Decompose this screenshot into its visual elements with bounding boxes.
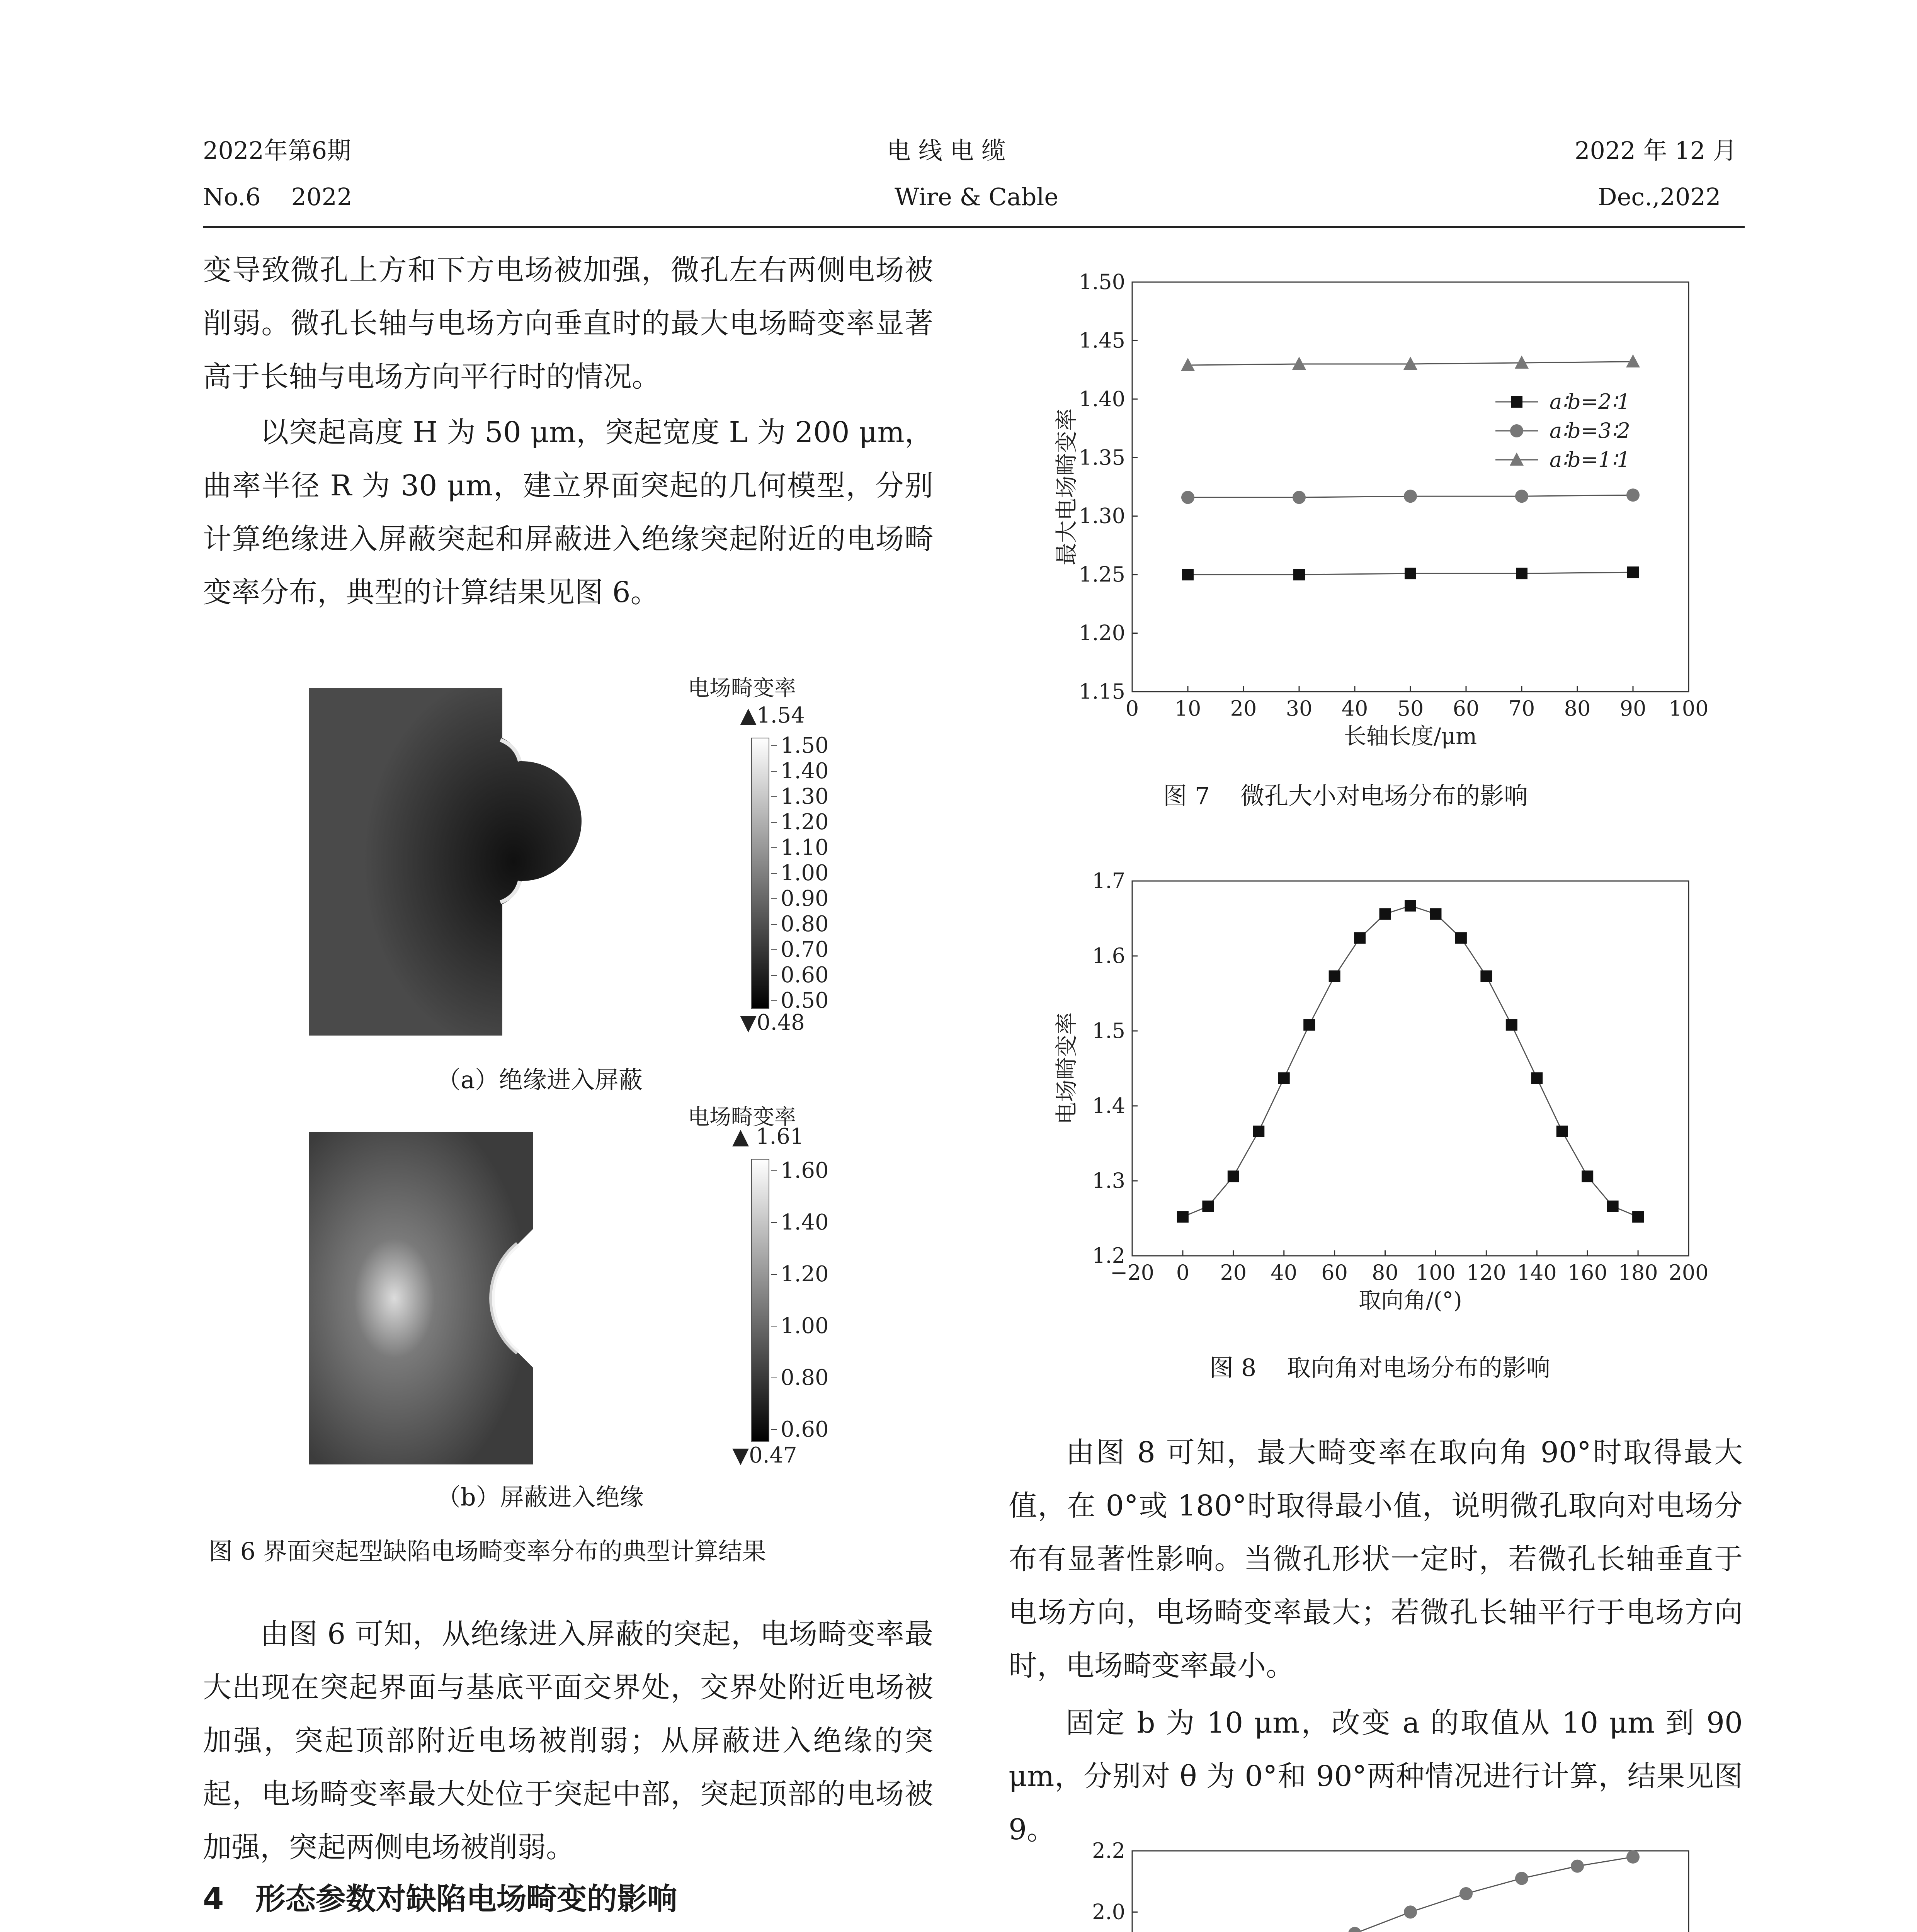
legend-entry-0 [1495,389,1630,414]
data-point [1607,1201,1619,1212]
y-tick-label: 1.45 [1078,328,1125,353]
data-point [1228,1170,1239,1182]
header-issue-en: No.6 2022 [203,183,352,211]
fig6a-max-label: ▲1.54 [740,703,805,728]
data-point [1430,908,1441,920]
fig6a-legend-title: 电场畸变率 [688,676,796,701]
fig6b-colorbar [752,1159,769,1441]
y-axis-label: 最大电场畸变率 [1053,408,1080,566]
legend-marker [1510,452,1524,466]
y-tick-label: 1.35 [1078,445,1125,470]
colorbar-tick-label: 0.50 [781,988,829,1013]
x-tick-label: 0 [1176,1260,1190,1285]
data-point [1354,932,1366,944]
data-point [1515,355,1529,369]
data-point [1627,566,1639,578]
figure-6-caption: 图 6 界面突起型缺陷电场畸变率分布的典型计算结果 [209,1537,766,1565]
fig6a-colorbar [752,738,769,1009]
figure-7-chart [1016,267,1743,777]
x-axis-label: 取向角/(°) [1359,1287,1462,1313]
data-point [1626,488,1640,502]
x-tick-label: 70 [1508,696,1535,721]
x-tick-label: 80 [1564,696,1591,721]
fig6b-legend-title: 电场畸变率 [688,1105,796,1130]
colorbar-tick-label: 1.50 [781,733,829,758]
colorbar-tick-label: 1.20 [781,1262,829,1287]
series-1 [1181,1850,1640,1932]
data-point [1292,357,1306,370]
series-2 [1181,354,1640,371]
plot-frame [1132,282,1689,692]
y-tick-label: 1.2 [1092,1243,1125,1268]
data-point [1571,1860,1584,1873]
x-tick-label: 90 [1619,696,1647,721]
colorbar-tick-label: 1.10 [781,835,829,860]
x-tick-label: 140 [1517,1260,1557,1285]
colorbar-tick-label: 1.40 [781,1210,829,1235]
y-tick-label: 1.4 [1092,1094,1125,1118]
data-point [1515,1872,1528,1885]
figure-6b-caption: （b）屏蔽进入绝缘 [437,1483,644,1511]
x-tick-label: 20 [1220,1260,1247,1285]
colorbar-tick-label: 1.00 [781,861,829,886]
x-tick-label: 120 [1466,1260,1506,1285]
paragraph-3: 由图 6 可知，从绝缘进入屏蔽的突起，电场畸变率最大出现在突起界面与基底平面交界处，交界处附近电场被加强，突起顶部附近电场被削弱；从屏蔽进入绝缘的突起，电场畸变率最大处位于突起中部，突起顶部的电场被加强，突起两侧电场被削弱。 [203,1617,933,1864]
legend-marker [1511,396,1522,408]
figure-9-chart [1016,1835,1743,1932]
paragraph-7: 由图 8 可知，最大畸变率在取向角 90°时取得最大值，在 0°或 180°时取得最小值，说明微孔取向对电场分布有显著性影响。当微孔形状一定时，若微孔长轴垂直于电场方向，电场畸变率最大；若微孔长轴平行于电场方向时，电场畸变率最小。 [1009,1436,1743,1682]
fig6b-field-map [309,1132,533,1464]
legend-label: a∶b=3∶2 [1550,418,1630,443]
y-tick-label: 1.30 [1078,503,1125,528]
paragraph-2: 以突起高度 H 为 50 μm，突起宽度 L 为 200 μm，曲率半径 R 为 30 μm，建立界面突起的几何模型，分别计算绝缘进入屏蔽突起和屏蔽进入绝缘突起附近的电场畸变率分布，典型的计算结果见图 6。 [203,416,933,609]
data-point [1404,1905,1417,1918]
header-issue-cn: 2022年第6期 [203,136,351,165]
paragraph-1: 变导致微孔上方和下方电场被加强，微孔左右两侧电场被削弱。微孔长轴与电场方向垂直时的最大电场畸变率显著高于长轴与电场方向平行时的情况。 [203,253,933,393]
figure-8-chart [1016,866,1743,1337]
figure-8-caption: 图 8 取向角对电场分布的影响 [1209,1354,1550,1382]
x-tick-label: −20 [1110,1260,1154,1285]
x-tick-label: 20 [1230,696,1257,721]
legend-entry-1 [1495,418,1630,443]
paragraph-8: 固定 b 为 10 μm，改变 a 的取值从 10 μm 到 90 μm，分别对 θ 为 0°和 90°两种情况进行计算，结果见图 9。 [1009,1706,1743,1846]
data-point [1531,1072,1543,1084]
y-tick-label: 1.40 [1078,386,1125,411]
colorbar-tick-label: 0.60 [781,1417,829,1442]
data-point [1278,1072,1290,1084]
data-point [1379,908,1391,920]
colorbar-tick-label: 0.60 [781,963,829,988]
fig6b-max-label: ▲ 1.61 [732,1124,804,1149]
data-point [1253,1126,1264,1137]
colorbar-tick-label: 0.70 [781,937,829,962]
data-point [1582,1170,1593,1182]
y-tick-label: 2.2 [1092,1838,1125,1863]
data-point [1405,568,1416,579]
data-point [1329,970,1340,982]
data-point [1303,1019,1315,1031]
header-date-cn: 2022 年 12 月 [1575,136,1737,165]
series-line [1183,906,1638,1217]
data-point [1480,970,1492,982]
legend-marker [1510,424,1523,437]
x-tick-label: 80 [1372,1260,1398,1285]
series-0 [1182,566,1639,580]
y-tick-label: 1.20 [1078,621,1125,645]
header-journal-cn: 电 线 电 缆 [887,136,1006,165]
y-tick-label: 1.50 [1078,270,1125,294]
fig6a-field-map [309,688,582,1036]
y-tick-label: 1.15 [1078,679,1125,704]
data-point [1202,1201,1214,1212]
data-point [1459,1887,1473,1900]
fig6b-colorbar-ticks [771,1158,829,1442]
data-point [1632,1211,1644,1223]
data-point [1626,354,1640,367]
colorbar-tick-label: 0.80 [781,1365,829,1390]
data-point [1181,358,1195,371]
colorbar-tick-label: 1.00 [781,1313,829,1338]
figure-6a-caption: （a）绝缘进入屏蔽 [437,1066,643,1094]
y-tick-label: 1.25 [1078,562,1125,587]
colorbar-tick-label: 0.90 [781,886,829,911]
data-point [1405,900,1416,912]
plot-frame [1132,881,1689,1256]
x-tick-label: 160 [1567,1260,1607,1285]
colorbar-tick-label: 1.20 [781,810,829,835]
data-point [1404,490,1417,503]
x-tick-label: 200 [1669,1260,1709,1285]
y-tick-label: 1.5 [1092,1019,1125,1043]
plot-frame [1132,1851,1689,1932]
colorbar-tick-label: 0.80 [781,912,829,937]
data-point [1293,569,1305,580]
x-tick-label: 10 [1174,696,1201,721]
figure-6b [301,1105,904,1476]
x-tick-label: 100 [1415,1260,1456,1285]
x-tick-label: 40 [1271,1260,1298,1285]
figure-7-caption: 图 7 微孔大小对电场分布的影响 [1163,782,1528,810]
series-1 [1181,488,1640,504]
y-tick-label: 1.7 [1092,869,1125,893]
data-point [1556,1126,1568,1137]
x-tick-label: 100 [1669,696,1709,721]
data-point [1293,491,1306,504]
data-point [1455,932,1467,944]
header-rule [203,226,1745,228]
colorbar-tick-label: 1.40 [781,759,829,784]
figure-6a [301,665,904,1051]
y-tick-label: 2.0 [1092,1900,1125,1924]
colorbar-tick-label: 1.30 [781,784,829,809]
data-point [1515,490,1528,503]
data-point [1348,1927,1361,1932]
legend-entry-2 [1495,447,1630,472]
x-tick-label: 0 [1125,696,1139,721]
legend-label: a∶b=1∶1 [1550,447,1630,472]
fig6b-min-label: ▼0.47 [732,1443,797,1468]
x-tick-label: 30 [1286,696,1313,721]
series-0 [1177,900,1644,1223]
y-tick-label: 1.6 [1092,944,1125,968]
data-point [1182,569,1194,580]
header-date-en: Dec.,2022 [1598,183,1721,211]
x-tick-label: 50 [1397,696,1424,721]
data-point [1181,491,1194,504]
data-point [1506,1019,1517,1031]
x-axis-label: 长轴长度/μm [1344,723,1477,749]
colorbar-tick-label: 1.60 [781,1158,829,1183]
x-tick-label: 40 [1341,696,1368,721]
data-point [1626,1850,1640,1864]
header-journal-en: Wire & Cable [895,183,1059,211]
data-point [1516,568,1527,579]
data-point [1177,1211,1189,1223]
x-tick-label: 60 [1321,1260,1348,1285]
section-4-title: 4 形态参数对缺陷电场畸变的影响 [203,1882,677,1917]
series-line [1188,1857,1633,1932]
fig6a-colorbar-ticks [771,733,829,1013]
y-tick-label: 1.3 [1092,1168,1125,1193]
x-tick-label: 60 [1453,696,1480,721]
y-axis-label: 电场畸变率 [1053,1012,1080,1125]
legend-label: a∶b=2∶1 [1550,389,1630,414]
x-tick-label: 180 [1618,1260,1658,1285]
fig6a-min-label: ▼0.48 [740,1010,805,1035]
data-point [1403,357,1417,370]
